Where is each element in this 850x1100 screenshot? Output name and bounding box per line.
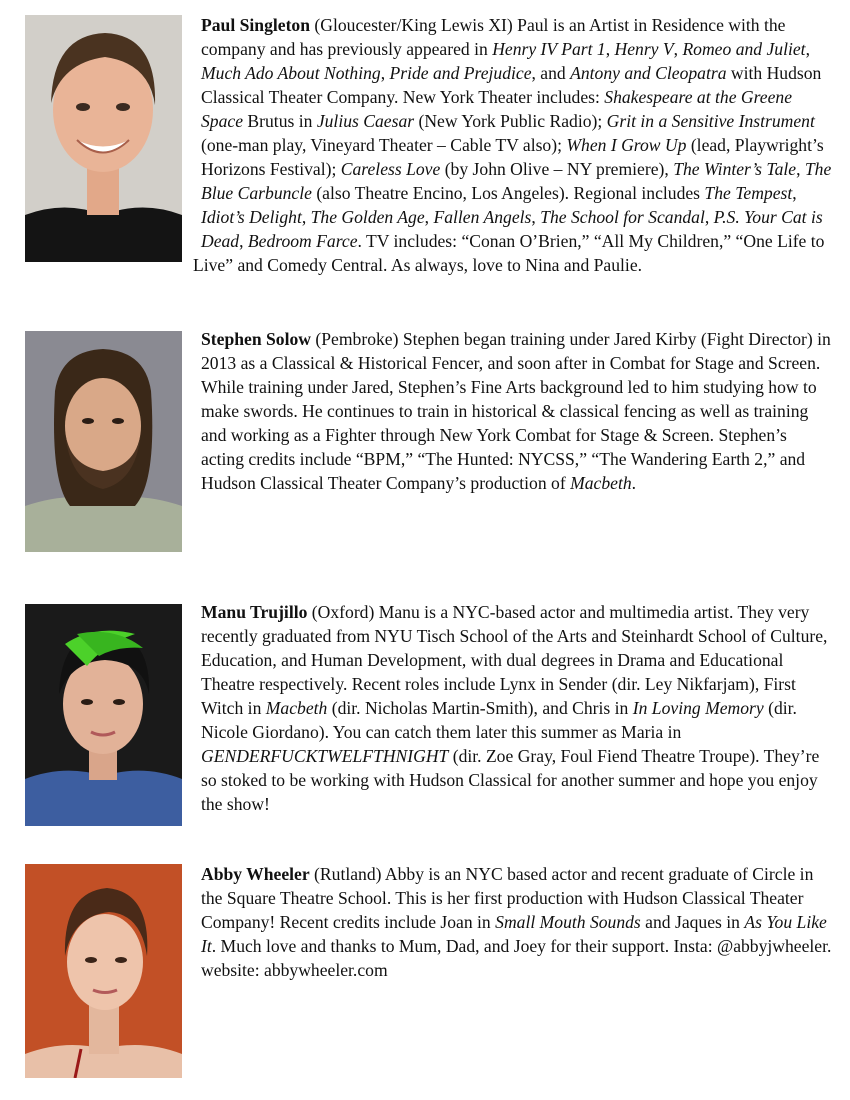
production-title: Henry IV Part 1 [492,39,606,59]
headshot-stephen-solow [25,331,182,552]
production-title: Grit in a Sensitive Instrument [606,111,815,131]
bio-text: , [531,207,541,227]
bio-text: , and [531,63,571,83]
production-title: Henry V [614,39,674,59]
production-title: Macbeth [570,473,632,493]
production-title: Romeo and Juliet [682,39,806,59]
production-title: As You Like It [201,912,827,956]
headshot-paul-singleton [25,15,182,262]
headshot-manu-trujillo [25,604,182,826]
bio-text: and Jaques in [640,912,745,932]
production-title: The Winter’s Tale [673,159,797,179]
bio-text: , [380,63,390,83]
bio-text: (by John Olive – NY premiere), [440,159,674,179]
production-title: The Blue Carbuncle [201,159,832,203]
bio-text: (lead, Playwright’s Horizons Festival); [201,135,824,179]
headshot-abby-wheeler [25,864,182,1078]
production-title: Small Mouth Sounds [495,912,641,932]
bio-text: (dir. Nicole Giordano). You can catch them later this summer as Maria in [201,698,797,742]
bio-text: , [424,207,434,227]
production-title: GENDERFUCKTWELFTHNIGHT [201,746,449,766]
bio-text: (one-man play, Vineyard Theater – Cable TV also); [201,135,567,155]
performer-name: Abby Wheeler [201,864,310,884]
bio-text: , [239,231,248,251]
production-title: Bedroom Farce [247,231,358,251]
bio-text: , [796,159,805,179]
bio-text: (New York Public Radio); [414,111,607,131]
bio-text: . TV includes: “Conan O’Brien,” “All My Children,” “One Life to [357,231,825,251]
production-title: Much Ado About Nothing [201,63,381,83]
bio-stephen-solow [201,327,833,495]
production-title: The Tempest [704,183,793,203]
production-title: Shakespeare at the Greene Space [201,87,793,131]
bio-text: (Gloucester/King Lewis XI) Paul is an Artist in Residence with the company and has previously appeared in [201,15,786,59]
performer-name: Paul Singleton [201,15,311,35]
bio-text: , [301,207,311,227]
production-title: Antony and Cleopatra [570,63,727,83]
production-title: Macbeth [265,698,328,718]
production-title: Julius Caesar [316,111,415,131]
production-title: Idiot’s Delight [201,207,302,227]
production-title: When I Grow Up [566,135,687,155]
bio-text: , [605,39,615,59]
bio-text: Live” and Comedy Central. As always, love to Nina and Paulie. [193,255,643,275]
bio-text: with Hudson Classical Theater Company. New York Theater includes: [201,63,822,107]
bio-text: , [805,39,810,59]
bio-text: , [704,207,714,227]
production-title: Pride and Prejudice [389,63,532,83]
production-title: In Loving Memory [632,698,764,718]
bio-manu-trujillo [201,600,833,816]
performer-name: Manu Trujillo [201,602,308,622]
bio-text: Brutus in [243,111,317,131]
bio-text: (dir. Nicholas Martin-Smith), and Chris in [327,698,633,718]
bio-text: (Oxford) Manu is a NYC-based actor and multimedia artist. They very recently graduated from NYU Tisch School of the Arts and Steinhardt School of Culture, Education, and Human Development, with dual degrees in Drama and Educational Theatre respectively. Recent roles include Lynx in Sender (dir. Ley Nikfarjam), First Witch in [201,602,828,718]
bio-text: . [631,473,637,493]
production-title: The School for Scandal [540,207,705,227]
bio-text: (also Theatre Encino, Los Angeles). Regional includes [311,183,705,203]
production-title: Careless Love [340,159,441,179]
bio-text: , [792,183,797,203]
bio-text: , [673,39,683,59]
production-title: P.S. Your Cat is Dead [201,207,823,251]
bio-text: (Pembroke) Stephen began training under Jared Kirby (Fight Director) in 2013 as a Classical & Historical Fencer, and soon after in Combat for Stage and Screen. While training under Jared, Stephen’s Fine Arts background led to him studying how to make swords. He continues to train in historical & classical fencing as well as training and working as a Fighter through New York Combat for Stage & Screen. Stephen’s acting credits include “BPM,” “The Hunted: NYCSS,” “The Wandering Earth 2,” and Hudson Classical Theater Company’s production of [201,329,831,493]
production-title: Fallen Angels [433,207,532,227]
bio-paul-singleton [193,13,833,277]
bio-abby-wheeler [201,862,833,982]
production-title: The Golden Age [310,207,425,227]
bio-text: . Much love and thanks to Mum, Dad, and Joey for their support. Insta: @abbyjwheeler. website: abbywheeler.com [201,936,832,980]
bio-text: (dir. Zoe Gray, Foul Fiend Theatre Troupe). They’re so stoked to be working with Hudson Classical for another summer and hope you enjoy the show! [201,746,820,814]
performer-name: Stephen Solow [201,329,311,349]
bio-text: (Rutland) Abby is an NYC based actor and recent graduate of Circle in the Square Theatre School. This is her first production with Hudson Classical Theater Company! Recent credits include Joan in [201,864,814,932]
